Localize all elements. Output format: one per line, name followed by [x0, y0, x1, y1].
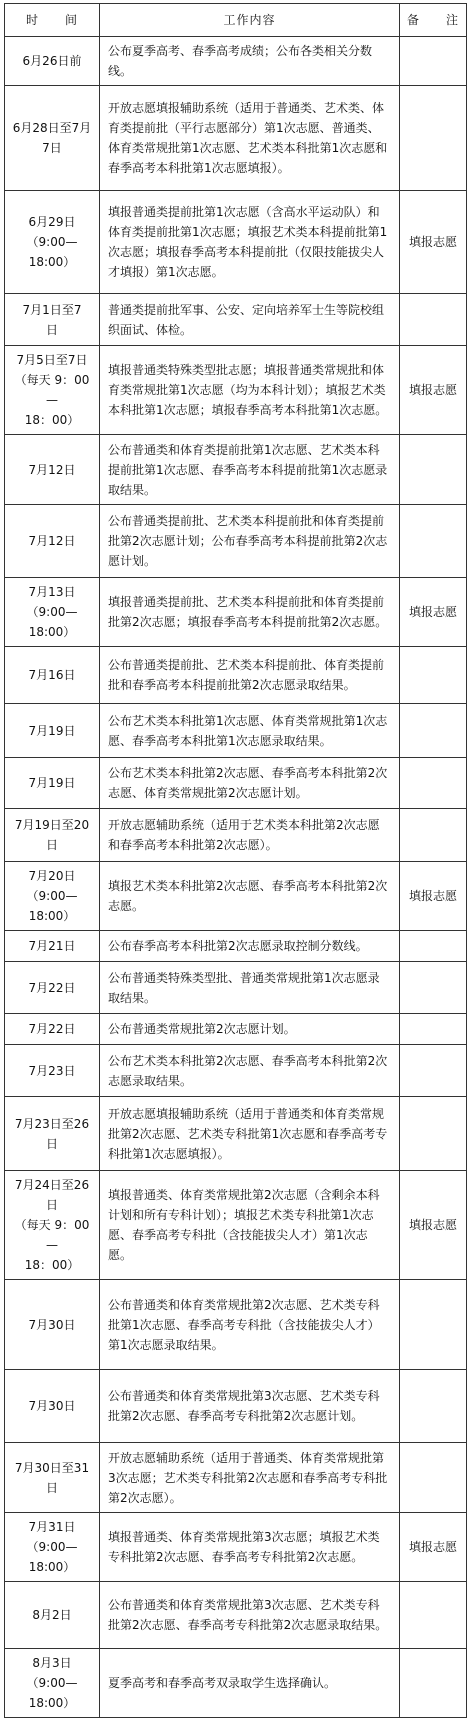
cell-time [5, 346, 100, 435]
cell-note [400, 647, 467, 704]
time-line: 7月30日 [28, 1317, 76, 1332]
cell-time [5, 1097, 100, 1171]
cell-content: 公布普通类提前批、艺术类本科提前批、体育类提前批和春季高考本科提前批第2次志愿录取结果。 [100, 647, 400, 704]
table-row [5, 191, 467, 294]
time-line: 日 [45, 1480, 58, 1495]
cell-content: 公布艺术类本科批第2次志愿、春季高考本科批第2次志愿、体育类常规批第2次志愿计划。 [100, 758, 400, 809]
cell-note [400, 86, 467, 191]
cell-time [5, 1649, 100, 1718]
cell-note [400, 1045, 467, 1097]
cell-time [5, 86, 100, 191]
cell-time [5, 704, 100, 758]
time-line: （9:00—18:00） [26, 889, 78, 923]
cell-note: 填报志愿 [400, 191, 467, 294]
cell-time [5, 1171, 100, 1280]
table-row [5, 1513, 467, 1582]
cell-content: 公布普通类和体育类常规批第3次志愿、艺术类专科批第2次志愿、春季高考专科批第2次志愿计划。 [100, 1370, 400, 1443]
cell-note [400, 1370, 467, 1443]
time-line: 7月5日至7日 [16, 353, 88, 367]
cell-content: 公布普通类和体育类提前批第1次志愿、艺术类本科提前批第1次志愿、春季高考本科提前批第1次志愿录取结果。 [100, 435, 400, 505]
cell-time [5, 1045, 100, 1097]
time-line: 7月12日 [28, 462, 76, 477]
time-line: 6月28日至7月 [12, 121, 92, 135]
time-line: 6月26日前 [22, 54, 82, 68]
cell-content: 填报艺术类本科批第2次志愿、春季高考本科批第2次志愿。 [100, 862, 400, 931]
cell-time [5, 862, 100, 931]
table-row [5, 346, 467, 435]
time-line: 8月3日 [32, 1656, 72, 1670]
time-line: 7日 [42, 141, 62, 155]
time-line: 7月20日 [28, 869, 76, 883]
cell-time [5, 505, 100, 578]
cell-content: 公布夏季高考、春季高考成绩；公布各类相关分数线。 [100, 37, 400, 86]
table-row [5, 862, 467, 931]
cell-note: 填报志愿 [400, 346, 467, 435]
table-row [5, 578, 467, 647]
cell-content: 填报普通类、体育类常规批第2次志愿（含剩余本科计划和所有专科计划）；填报艺术类专科批第1次志愿、春季高考专科批（含技能拔尖人才）第1次志愿。 [100, 1171, 400, 1280]
time-line: 7月22日 [28, 1022, 76, 1036]
cell-content: 开放志愿填报辅助系统（适用于普通类和体育类常规批第2次志愿、艺术类专科批第1次志愿和春季高考专科批第1次志愿填报）。 [100, 1097, 400, 1171]
cell-content: 开放志愿辅助系统（适用于艺术类本科批第2次志愿和春季高考本科批第2次志愿）。 [100, 809, 400, 862]
cell-content: 夏季高考和春季高考双录取学生选择确认。 [100, 1649, 400, 1718]
cell-content: 填报普通类提前批第1次志愿（含高水平运动队）和体育类提前批第1次志愿；填报艺术类本科提前批第1次志愿；填报春季高考本科提前批（仅限技能拔尖人才填报）第1次志愿。 [100, 191, 400, 294]
table-row [5, 1443, 467, 1513]
table-row [5, 86, 467, 191]
cell-time [5, 962, 100, 1014]
cell-note [400, 1649, 467, 1718]
table-row [5, 435, 467, 505]
table-row [5, 294, 467, 346]
cell-note [400, 1097, 467, 1171]
time-line: （9:00—18:00） [26, 605, 78, 639]
header-time: 时 间 [5, 4, 100, 37]
time-line: 7月16日 [28, 668, 76, 682]
cell-time [5, 809, 100, 862]
time-line: 7月23日 [28, 1063, 76, 1078]
time-line: 日 [45, 838, 58, 852]
cell-note [400, 505, 467, 578]
time-line: 7月31日 [28, 1520, 76, 1534]
time-line: 7月23日至26日 [14, 1116, 90, 1151]
time-line: （9:00—18:00） [26, 235, 78, 269]
table-row [5, 1649, 467, 1718]
time-line: 7月1日至7 [22, 302, 82, 317]
cell-content: 填报普通类特殊类型批志愿；填报普通类常规批和体育类常规批第1次志愿（均为本科计划）；填报艺术类本科批第1次志愿；填报春季高考本科批第1次志愿。 [100, 346, 400, 435]
cell-note [400, 1014, 467, 1045]
cell-note [400, 37, 467, 86]
table-row [5, 931, 467, 962]
cell-note: 填报志愿 [400, 862, 467, 931]
cell-time [5, 1370, 100, 1443]
cell-content: 普通类提前批军事、公安、定向培养军士生等院校组织面试、体检。 [100, 294, 400, 346]
time-line: 7月13日 [28, 585, 76, 599]
time-line: 18：00） [24, 1258, 80, 1272]
time-line: 6月29日 [28, 215, 76, 229]
time-line: 7月12日 [28, 534, 76, 548]
time-line: 7月19日至20 [14, 818, 90, 832]
cell-time [5, 191, 100, 294]
cell-time [5, 435, 100, 505]
cell-content: 公布普通类特殊类型批、普通类常规批第1次志愿录取结果。 [100, 962, 400, 1014]
cell-content: 公布艺术类本科批第1次志愿、体育类常规批第1次志愿、春季高考本科批第1次志愿录取结果。 [100, 704, 400, 758]
cell-content: 公布艺术类本科批第2次志愿、春季高考本科批第2次志愿录取结果。 [100, 1045, 400, 1097]
time-line: 7月19日 [28, 723, 76, 738]
table-row [5, 962, 467, 1014]
schedule-document [4, 3, 466, 1718]
cell-content: 填报普通类、体育类常规批第3次志愿；填报艺术类专科批第2次志愿、春季高考专科批第2次志愿。 [100, 1513, 400, 1582]
time-line: 7月22日 [28, 980, 76, 995]
time-line: 7月24日至26 [14, 1178, 90, 1192]
table-row [5, 647, 467, 704]
time-line: 18：00） [24, 413, 80, 427]
cell-note [400, 962, 467, 1014]
cell-content: 开放志愿填报辅助系统（适用于普通类、艺术类、体育类提前批（平行志愿部分）第1次志愿、普通类、体育类常规批第1次志愿、艺术类本科批第1次志愿和春季高考本科批第1次志愿填报）。 [100, 86, 400, 191]
cell-content: 公布普通类提前批、艺术类本科提前批和体育类提前批第2次志愿计划；公布春季高考本科提前批第2次志愿计划。 [100, 505, 400, 578]
cell-time [5, 294, 100, 346]
cell-time [5, 37, 100, 86]
table-row [5, 505, 467, 578]
cell-time [5, 931, 100, 962]
cell-content: 公布普通类常规批第2次志愿计划。 [100, 1014, 400, 1045]
table-row [5, 1280, 467, 1370]
cell-content: 公布普通类和体育类常规批第3次志愿、艺术类专科批第2次志愿、春季高考专科批第2次志愿录取结果。 [100, 1582, 400, 1649]
table-row [5, 809, 467, 862]
table-body [5, 37, 467, 1718]
cell-time [5, 1443, 100, 1513]
table-header-row [5, 4, 467, 37]
table-row [5, 704, 467, 758]
cell-note: 填报志愿 [400, 1171, 467, 1280]
time-line: 日 [45, 322, 58, 337]
cell-note [400, 294, 467, 346]
table-row [5, 1045, 467, 1097]
header-content: 工作内容 [100, 4, 400, 37]
time-line: （9:00—18:00） [26, 1540, 78, 1574]
cell-note [400, 758, 467, 809]
cell-note [400, 435, 467, 505]
cell-content: 公布春季高考本科批第2次志愿录取控制分数线。 [100, 931, 400, 962]
cell-note [400, 809, 467, 862]
time-line: （9:00—18:00） [26, 1676, 78, 1710]
time-line: 8月2日 [32, 1608, 72, 1622]
time-line: 日 [45, 1198, 58, 1212]
cell-content: 公布普通类和体育类常规批第2次志愿、艺术类专科批第1次志愿、春季高考专科批（含技能拔尖人才）第1次志愿录取结果。 [100, 1280, 400, 1370]
cell-note: 填报志愿 [400, 1513, 467, 1582]
cell-time [5, 758, 100, 809]
table-row [5, 1171, 467, 1280]
table-row [5, 1097, 467, 1171]
header-note: 备 注 [400, 4, 467, 37]
cell-time [5, 1582, 100, 1649]
cell-note [400, 1582, 467, 1649]
table-row [5, 37, 467, 86]
time-line: （每天 9：00— [14, 1218, 90, 1252]
table-row [5, 1582, 467, 1649]
cell-content: 填报普通类提前批、艺术类本科提前批和体育类提前批第2次志愿；填报春季高考本科提前批第2次志愿。 [100, 578, 400, 647]
time-line: （每天 9：00— [14, 373, 90, 407]
table-row [5, 1014, 467, 1045]
cell-note [400, 931, 467, 962]
time-line: 7月21日 [28, 939, 76, 953]
cell-time [5, 1513, 100, 1582]
time-line: 7月30日 [28, 1399, 76, 1413]
cell-content: 开放志愿辅助系统（适用于普通类、体育类常规批第3次志愿；艺术类专科批第2次志愿和春季高考专科批第2次志愿）。 [100, 1443, 400, 1513]
cell-note [400, 1280, 467, 1370]
table-row [5, 1370, 467, 1443]
table-row [5, 758, 467, 809]
cell-time [5, 1280, 100, 1370]
cell-note [400, 1443, 467, 1513]
cell-note [400, 704, 467, 758]
cell-time [5, 1014, 100, 1045]
time-line: 7月19日 [28, 776, 76, 790]
cell-note: 填报志愿 [400, 578, 467, 647]
cell-time [5, 578, 100, 647]
schedule-table [4, 3, 467, 1718]
time-line: 7月30日至31 [14, 1460, 90, 1475]
cell-time [5, 647, 100, 704]
